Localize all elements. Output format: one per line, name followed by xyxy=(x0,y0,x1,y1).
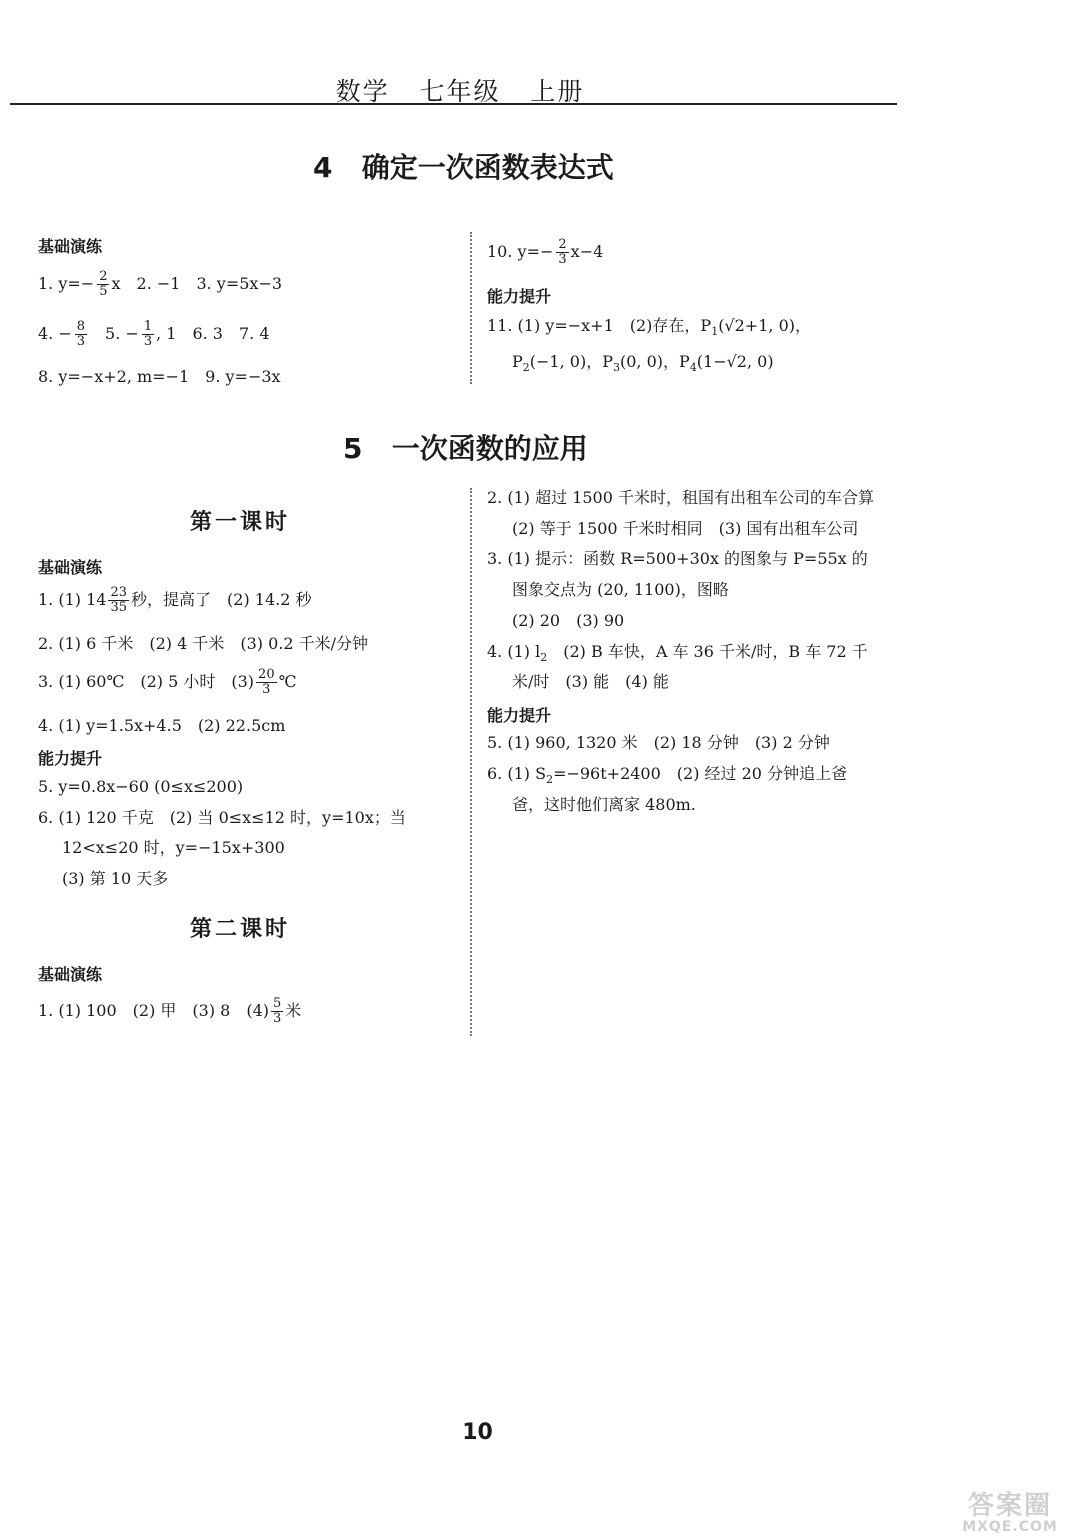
text: 1. y= xyxy=(38,274,81,293)
lesson-1-q4: 4. (1) y=1.5x+4.5 (2) 22.5cm xyxy=(38,716,286,735)
section-5-title: 5 一次函数的应用 xyxy=(343,432,588,465)
text: 1. (1) 14 xyxy=(38,590,107,609)
text: (−1, 0)，P xyxy=(529,352,613,371)
fraction xyxy=(142,320,154,349)
fraction xyxy=(271,997,283,1026)
section-5-q3-line-3: (2) 20 (3) 90 xyxy=(512,611,625,630)
text: 10. y= xyxy=(487,242,540,261)
subscript: 4 xyxy=(689,361,697,375)
watermark-text: 答案圈 xyxy=(967,1491,1052,1521)
lesson-1-advanced-subhead: 能力提升 xyxy=(38,749,103,768)
section-5-q2-line-2: (2) 等于 1500 千米时相同 (3) 国有出租车公司 xyxy=(512,519,859,538)
answer-line-11 xyxy=(487,316,811,342)
watermark-logo xyxy=(945,1491,1075,1535)
text: , 1 6. 3 7. 4 xyxy=(156,324,270,343)
lesson-1-q6-line-2: 12<x≤20 时，y=−15x+300 xyxy=(62,838,285,857)
lesson-1-q1 xyxy=(38,586,311,615)
lesson-2-basic-subhead: 基础演练 xyxy=(38,965,103,984)
header-title: 数学 七年级 上册 xyxy=(335,77,585,106)
section-5-advanced-subhead: 能力提升 xyxy=(487,706,552,725)
section-4-advanced-subhead: 能力提升 xyxy=(487,287,552,306)
subscript: 3 xyxy=(612,361,620,375)
denominator: 35 xyxy=(110,600,128,615)
denominator: 3 xyxy=(262,682,271,697)
lesson-2-q1 xyxy=(38,997,301,1026)
section-5-q4-line-2: 米/时 (3) 能 (4) 能 xyxy=(512,672,669,691)
text: 4. xyxy=(38,324,59,343)
text: 11. (1) y=−x+1 (2)存在，P xyxy=(487,316,712,335)
header-rule xyxy=(10,103,897,105)
text: =−96t+2400 (2) 经过 20 分钟追上爸 xyxy=(553,764,848,783)
answer-line-1: 1. y=− $\frac{2}{5}$ x 2. −1 3. y=5x−3 xyxy=(38,269,283,299)
text: 秒，提高了 (2) 14.2 秒 xyxy=(131,590,312,609)
column-separator xyxy=(470,488,472,1036)
denominator: 3 xyxy=(76,334,86,349)
text: P xyxy=(512,352,523,371)
numerator: 2 xyxy=(558,237,567,252)
lesson-1-q5: 5. y=0.8x−60 (0≤x≤200) xyxy=(38,777,244,796)
fraction xyxy=(556,238,568,267)
text: x−4 xyxy=(570,242,604,261)
text: ℃ xyxy=(278,672,297,691)
denominator: 3 xyxy=(273,1011,282,1026)
page-number: 10 xyxy=(462,1420,493,1445)
numerator: 2 xyxy=(99,269,108,284)
lesson-1-q2: 2. (1) 6 千米 (2) 4 千米 (3) 0.2 千米/分钟 xyxy=(38,634,369,653)
denominator: 3 xyxy=(558,252,567,267)
answer-line-2: 4. − $\frac{8}{3}$ 5. − $\frac{1}{3}$ , 1 6. 3 7. 4 xyxy=(38,319,270,349)
text: (2) B 车快，A 车 36 千米/时，B 车 72 千 xyxy=(547,642,868,661)
watermark-url: MXQE.COM xyxy=(962,1519,1058,1535)
subscript: 1 xyxy=(711,325,719,339)
section-5-q5: 5. (1) 960, 1320 米 (2) 18 分钟 (3) 2 分钟 xyxy=(487,733,830,752)
lesson-1-q6-line-1: 6. (1) 120 千克 (2) 当 0≤x≤12 时，y=10x；当 xyxy=(38,808,406,827)
numerator: 5 xyxy=(273,996,282,1011)
fraction xyxy=(256,668,277,697)
column-separator xyxy=(470,232,472,384)
text: 6. (1) S xyxy=(487,764,547,783)
lesson-1-basic-subhead: 基础演练 xyxy=(38,558,103,577)
numerator: 20 xyxy=(258,667,275,682)
text: 3. (1) 60℃ (2) 5 小时 (3) xyxy=(38,672,255,691)
fraction xyxy=(75,320,87,349)
section-5-q6-line-1 xyxy=(487,764,847,790)
section-5-q2-line-1: 2. (1) 超过 1500 千米时，租国有出租车公司的车合算 xyxy=(487,488,874,507)
text: (1−√2, 0) xyxy=(696,352,774,371)
denominator: 5 xyxy=(99,284,108,299)
section-5-q6-line-2: 爸，这时他们离家 480m. xyxy=(512,795,696,814)
fraction xyxy=(97,270,109,299)
subscript: 2 xyxy=(546,773,554,787)
lesson-2-title: 第二课时 xyxy=(190,917,291,942)
section-4-title: 4 确定一次函数表达式 xyxy=(313,151,614,184)
numerator: 23 xyxy=(110,585,128,600)
section-4-basic-subhead: 基础演练 xyxy=(38,237,103,256)
answer-line-11-cont xyxy=(512,352,774,378)
section-5-q3-line-2: 图象交点为 (20, 1100)，图略 xyxy=(512,580,729,599)
denominator: 3 xyxy=(143,334,153,349)
lesson-1-q3 xyxy=(38,668,297,697)
section-5-q4-line-1 xyxy=(487,642,868,668)
subscript: 2 xyxy=(522,361,530,375)
text: x 2. −1 3. y=5x−3 xyxy=(111,274,283,293)
numerator: 8 xyxy=(76,319,86,334)
subscript: 2 xyxy=(540,651,548,665)
lesson-1-q6-line-3: (3) 第 10 天多 xyxy=(62,869,169,888)
answer-line-10: 10. y=− $\frac{2}{3}$ x−4 xyxy=(487,237,604,267)
answer-line-3: 8. y=−x+2, m=−1 9. y=−3x xyxy=(38,367,281,386)
text: 1. (1) 100 (2) 甲 (3) 8 (4) xyxy=(38,1001,269,1020)
numerator: 1 xyxy=(143,319,153,334)
fraction xyxy=(108,586,129,615)
section-5-q3-line-1: 3. (1) 提示：函数 R=500+30x 的图象与 P=55x 的 xyxy=(487,549,868,568)
text: 4. (1) l xyxy=(487,642,541,661)
text: (0, 0)，P xyxy=(619,352,690,371)
text: 5. xyxy=(89,324,126,343)
text: (√2+1, 0)， xyxy=(718,316,811,335)
text: 米 xyxy=(285,1001,302,1020)
lesson-1-title: 第一课时 xyxy=(190,510,291,535)
